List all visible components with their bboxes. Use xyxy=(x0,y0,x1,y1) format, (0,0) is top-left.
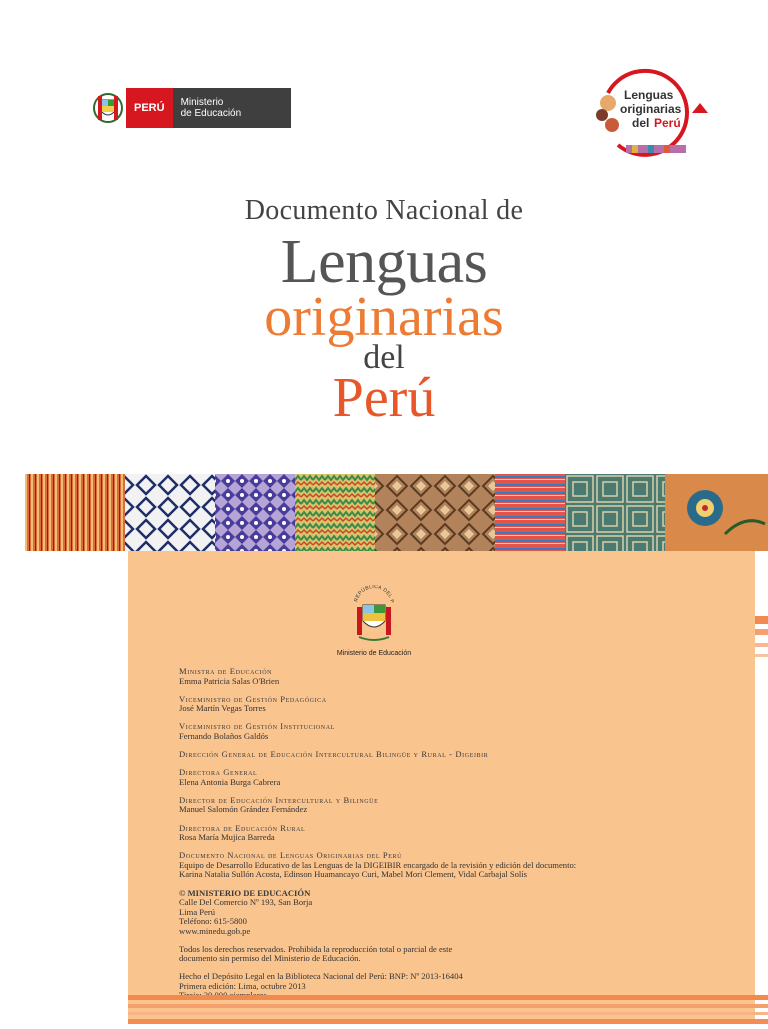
republic-emblem-icon xyxy=(351,585,397,643)
title-word-originarias: originarias xyxy=(264,286,504,348)
credit-block xyxy=(179,750,699,760)
credit-block xyxy=(179,824,699,843)
credit-line: Emma Patricia Salas O'Brien xyxy=(179,675,280,686)
rights-line: Todos los derechos reservados. Prohibida la reproducción total o parcial de este xyxy=(179,943,453,954)
credit-heading: Directora General xyxy=(179,767,258,778)
credits-list xyxy=(179,667,699,1010)
rights-block xyxy=(179,945,699,964)
ministry-label-line1: Ministerio xyxy=(180,97,224,108)
credit-line: Elena Antonia Burga Cabrera xyxy=(179,776,281,787)
credit-heading: Directora de Educación Rural xyxy=(179,822,306,833)
credit-heading: Ministra de Educación xyxy=(179,666,273,676)
credit-heading: Documento Nacional de Lenguas Originarias del Perú xyxy=(179,850,403,861)
credit-block xyxy=(179,722,699,741)
credit-line: Fernando Bolaños Galdós xyxy=(179,730,269,741)
emblem-label: Ministerio de Educación xyxy=(336,650,412,657)
edition-line: Primera edición: Lima, octubre 2013 xyxy=(179,980,306,991)
legal-deposit: Hecho el Depósito Legal en la Biblioteca Nacional del Perú: BNP: Nº 2013-16404 xyxy=(179,971,463,982)
badge-line1: Lenguas xyxy=(624,88,674,102)
publisher-heading: © MINISTERIO DE EDUCACIÓN xyxy=(179,887,311,898)
publisher-city: Lima Perú xyxy=(179,906,216,917)
credit-block xyxy=(179,796,699,815)
rights-line: documento sin permiso del Ministerio de Educación. xyxy=(179,953,361,964)
badge-line2: originarias xyxy=(620,102,682,116)
credit-heading: Dirección General de Educación Intercultural Bilingüe y Rural - Digeibir xyxy=(179,749,489,760)
publisher-phone: Teléfono: 615-5800 xyxy=(179,916,247,926)
emblem-arc-text: REPÚBLICA DEL P xyxy=(353,585,395,604)
credit-line: José Martín Vegas Torres xyxy=(179,703,266,714)
credit-line: Karina Natalia Sullón Acosta, Edinson Huamancayo Curi, Mabel Mori Clement, Vidal Carbajal Solís xyxy=(179,869,528,880)
bottom-decoration xyxy=(128,995,768,1024)
badge-line4: Perú xyxy=(654,116,681,130)
title-word-del: del xyxy=(363,339,405,376)
title-prefix: Documento Nacional de xyxy=(244,195,524,226)
svg-text:REPÚBLICA DEL PERÚ xyxy=(351,585,395,604)
credit-line: Manuel Salomón Grández Fernández xyxy=(179,804,308,815)
credit-heading: Viceministro de Gestión Pedagógica xyxy=(179,693,327,704)
lenguas-originarias-badge xyxy=(588,63,710,161)
coat-of-arms-icon xyxy=(90,88,126,128)
ministry-logo xyxy=(90,88,291,128)
publisher-website: www.minedu.gob.pe xyxy=(179,925,251,936)
document-title xyxy=(0,195,768,429)
credit-block xyxy=(179,667,699,686)
ministry-label xyxy=(173,88,292,128)
credit-line: Rosa María Mujica Barreda xyxy=(179,832,275,843)
title-word-peru: Perú xyxy=(332,367,436,429)
ministry-label-line2: de Educación xyxy=(180,108,242,119)
credit-block xyxy=(179,695,699,714)
credit-line: Equipo de Desarrollo Educativo de las Lenguas de la DIGEIBIR encargado de la revisión y edición del documento: xyxy=(179,859,577,870)
credit-block xyxy=(179,851,699,880)
publisher-address: Calle Del Comercio Nº 193, San Borja xyxy=(179,897,313,907)
badge-line3: del xyxy=(632,116,650,130)
publisher-block xyxy=(179,889,699,937)
credit-heading: Director de Educación Intercultural y Bilingüe xyxy=(179,794,379,805)
credit-block xyxy=(179,768,699,787)
credit-heading: Viceministro de Gestión Institucional xyxy=(179,721,335,732)
title-word-lenguas: Lenguas xyxy=(280,228,488,296)
country-label: PERÚ xyxy=(126,88,173,128)
textile-banner xyxy=(25,474,768,551)
decorative-stripes xyxy=(755,551,768,1024)
